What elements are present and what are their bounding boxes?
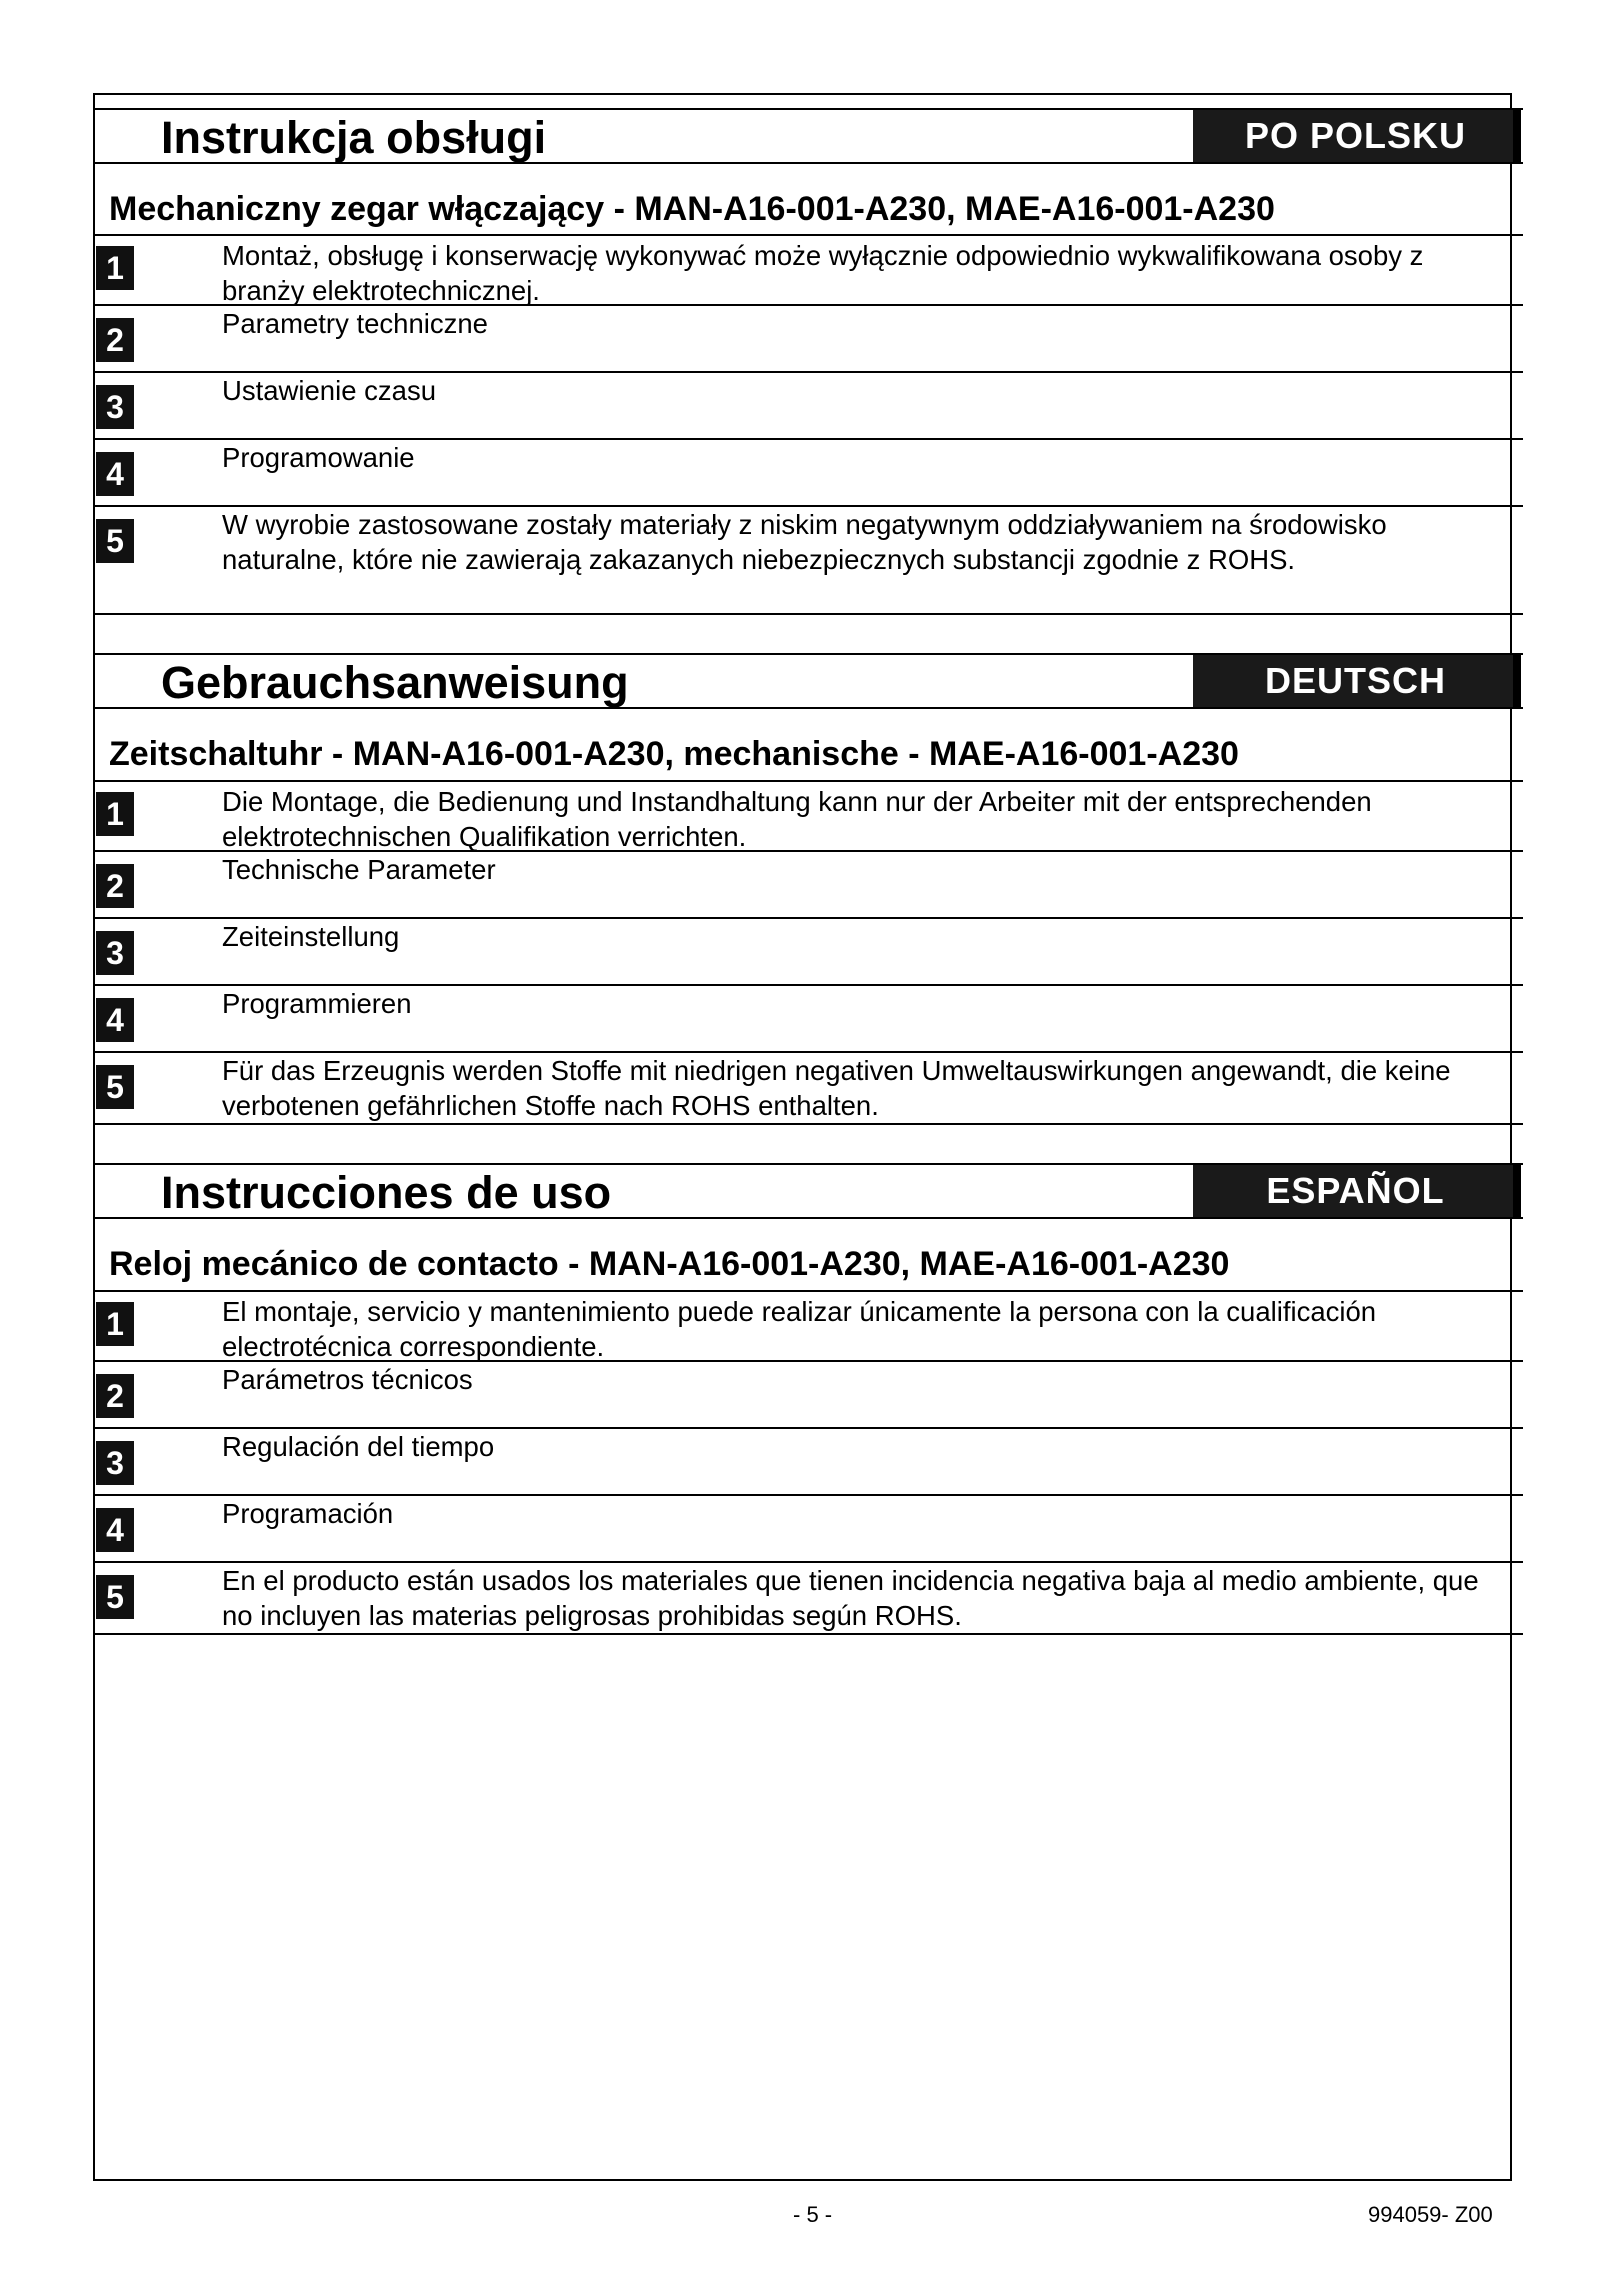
- list-item: [93, 507, 1523, 615]
- list-item: [93, 1563, 1523, 1635]
- item-number: 2: [96, 864, 134, 908]
- item-number: 1: [96, 792, 134, 836]
- item-text: Montaż, obsługę i konserwację wykonywać może wyłącznie odpowiednio wykwalifikowana osoby z branży elektrotechnicznej.: [222, 240, 1424, 306]
- section-title: Instrukcja obsługi: [161, 112, 547, 163]
- item-number: 5: [96, 519, 134, 563]
- item-number: 3: [96, 1441, 134, 1485]
- item-text: Technische Parameter: [222, 854, 496, 885]
- list-item: [93, 1290, 1523, 1362]
- badge-edge: [1513, 653, 1521, 709]
- item-number: 5: [96, 1065, 134, 1109]
- item-text: Parámetros técnicos: [222, 1364, 473, 1395]
- item-number: 1: [96, 1302, 134, 1346]
- list-item: [93, 1362, 1523, 1429]
- page-number: - 5 -: [793, 2202, 833, 2227]
- item-number: 3: [96, 385, 134, 429]
- section-header: [93, 108, 1523, 164]
- item-text: Zeiteinstellung: [222, 921, 400, 952]
- list-item: [93, 919, 1523, 986]
- item-number: 2: [96, 1374, 134, 1418]
- item-text: Programowanie: [222, 442, 415, 473]
- item-number: 4: [96, 998, 134, 1042]
- list-item: [93, 373, 1523, 440]
- item-number: 1: [96, 246, 134, 290]
- badge-edge: [1513, 1163, 1521, 1219]
- item-text: Ustawienie czasu: [222, 375, 436, 406]
- list-item: [93, 1496, 1523, 1563]
- language-badge: DEUTSCH: [1193, 655, 1518, 707]
- document-code: 994059- Z00: [1368, 2202, 1493, 2227]
- item-text: Die Montage, die Bedienung und Instandhaltung kann nur der Arbeiter mit der entsprechenden elektrotechnischen Qualifikation verrichten.: [222, 786, 1372, 852]
- badge-edge: [1513, 108, 1521, 164]
- product-subtitle: Zeitschaltuhr - MAN-A16-001-A230, mechanische - MAE-A16-001-A230: [109, 735, 1239, 773]
- item-number: 4: [96, 452, 134, 496]
- item-number: 2: [96, 318, 134, 362]
- item-text: Programación: [222, 1498, 394, 1529]
- item-text: Programmieren: [222, 988, 412, 1019]
- item-text: El montaje, servicio y mantenimiento puede realizar únicamente la persona con la cualificación electrotécnica correspondiente.: [222, 1296, 1377, 1362]
- item-text: Parametry techniczne: [222, 308, 488, 339]
- section-title: Instrucciones de uso: [161, 1167, 612, 1218]
- language-badge: ESPAÑOL: [1193, 1165, 1518, 1217]
- section-header: [93, 653, 1523, 709]
- list-item: [93, 780, 1523, 852]
- list-item: [93, 234, 1523, 306]
- list-item: [93, 1053, 1523, 1125]
- item-number: 4: [96, 1508, 134, 1552]
- list-item: [93, 852, 1523, 919]
- item-text: Regulación del tiempo: [222, 1431, 495, 1462]
- item-text: W wyrobie zastosowane zostały materiały z niskim negatywnym oddziaływaniem na środowisko naturalne, które nie zawierają zakazanych niebezpiecznych substancji zgodnie z ROHS.: [222, 509, 1387, 575]
- item-number: 3: [96, 931, 134, 975]
- item-text: En el producto están usados los materiales que tienen incidencia negativa baja al medio ambiente, que no incluyen las materias peligrosas prohibidas según ROHS.: [222, 1565, 1479, 1631]
- list-item: [93, 306, 1523, 373]
- section-title: Gebrauchsanweisung: [161, 657, 629, 708]
- item-number: 5: [96, 1575, 134, 1619]
- language-badge: PO POLSKU: [1193, 110, 1518, 162]
- list-item: [93, 440, 1523, 507]
- item-text: Für das Erzeugnis werden Stoffe mit niedrigen negativen Umweltauswirkungen angewandt, die keine verbotenen gefährlichen Stoffe nach ROHS enthalten.: [222, 1055, 1451, 1121]
- product-subtitle: Mechaniczny zegar włączający - MAN-A16-001-A230, MAE-A16-001-A230: [109, 190, 1275, 228]
- list-item: [93, 1429, 1523, 1496]
- section-header: [93, 1163, 1523, 1219]
- product-subtitle: Reloj mecánico de contacto - MAN-A16-001-A230, MAE-A16-001-A230: [109, 1245, 1230, 1283]
- list-item: [93, 986, 1523, 1053]
